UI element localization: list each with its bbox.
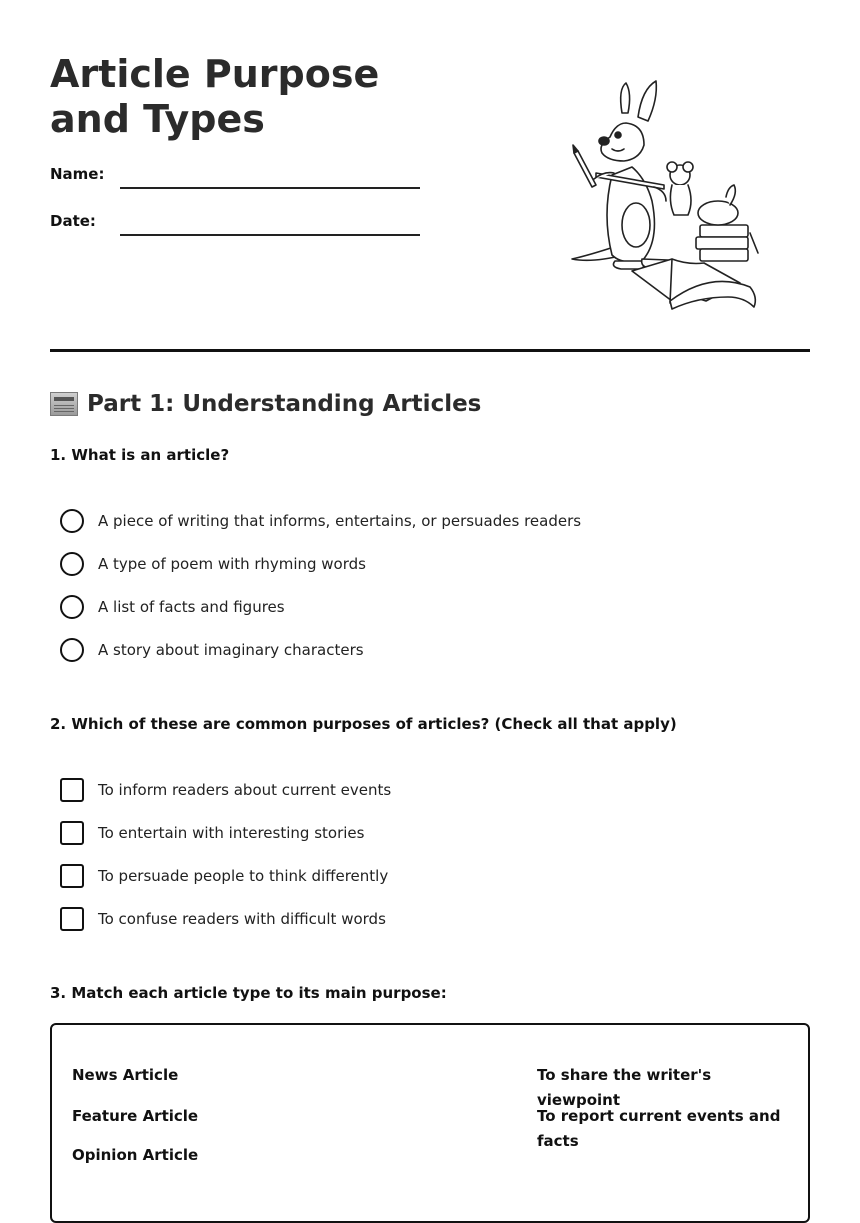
option-label: To confuse readers with difficult words bbox=[98, 910, 386, 928]
radio-button[interactable] bbox=[60, 595, 84, 619]
worksheet-title: Article Purpose and Types bbox=[50, 52, 380, 141]
q2-option-4[interactable] bbox=[60, 906, 386, 932]
question-3: 3. Match each article type to its main purpose: bbox=[50, 984, 447, 1002]
option-label: A piece of writing that informs, entertains, or persuades readers bbox=[98, 512, 582, 530]
q2-option-2[interactable] bbox=[60, 820, 364, 846]
option-label: A story about imaginary characters bbox=[98, 641, 364, 659]
q1-option-2[interactable] bbox=[60, 551, 366, 577]
option-label: To entertain with interesting stories bbox=[98, 824, 365, 842]
name-field[interactable] bbox=[120, 187, 420, 189]
option-label: To persuade people to think differently bbox=[98, 867, 389, 885]
match-purpose-viewpoint[interactable]: To share the writer's viewpoint bbox=[537, 1066, 712, 1109]
kangaroo-illustration bbox=[560, 75, 770, 315]
checkbox[interactable] bbox=[60, 821, 84, 845]
option-label: A list of facts and figures bbox=[98, 598, 285, 616]
header-divider bbox=[50, 349, 810, 352]
matching-box bbox=[50, 1023, 810, 1223]
radio-button[interactable] bbox=[60, 638, 84, 662]
newspaper-icon bbox=[50, 392, 78, 416]
question-2: 2. Which of these are common purposes of articles? (Check all that apply) bbox=[50, 715, 677, 733]
match-purpose-report[interactable]: To report current events and facts bbox=[537, 1107, 781, 1150]
match-type-feature[interactable]: Feature Article bbox=[72, 1107, 199, 1125]
part1-heading bbox=[50, 388, 481, 420]
q2-option-3[interactable] bbox=[60, 863, 388, 889]
date-field[interactable] bbox=[120, 234, 420, 236]
q1-option-3[interactable] bbox=[60, 594, 285, 620]
radio-button[interactable] bbox=[60, 509, 84, 533]
name-label: Name: bbox=[50, 165, 105, 183]
date-label: Date: bbox=[50, 212, 96, 230]
q1-option-4[interactable] bbox=[60, 637, 364, 663]
option-label: To inform readers about current events bbox=[98, 781, 392, 799]
match-type-opinion[interactable]: Opinion Article bbox=[72, 1146, 199, 1164]
option-label: A type of poem with rhyming words bbox=[98, 555, 366, 573]
checkbox[interactable] bbox=[60, 864, 84, 888]
q2-option-1[interactable] bbox=[60, 777, 391, 803]
radio-button[interactable] bbox=[60, 552, 84, 576]
match-type-news[interactable]: News Article bbox=[72, 1066, 179, 1084]
q1-option-1[interactable] bbox=[60, 508, 581, 534]
checkbox[interactable] bbox=[60, 907, 84, 931]
question-1: 1. What is an article? bbox=[50, 446, 230, 464]
part1-title: Part 1: Understanding Articles bbox=[87, 391, 482, 417]
checkbox[interactable] bbox=[60, 778, 84, 802]
